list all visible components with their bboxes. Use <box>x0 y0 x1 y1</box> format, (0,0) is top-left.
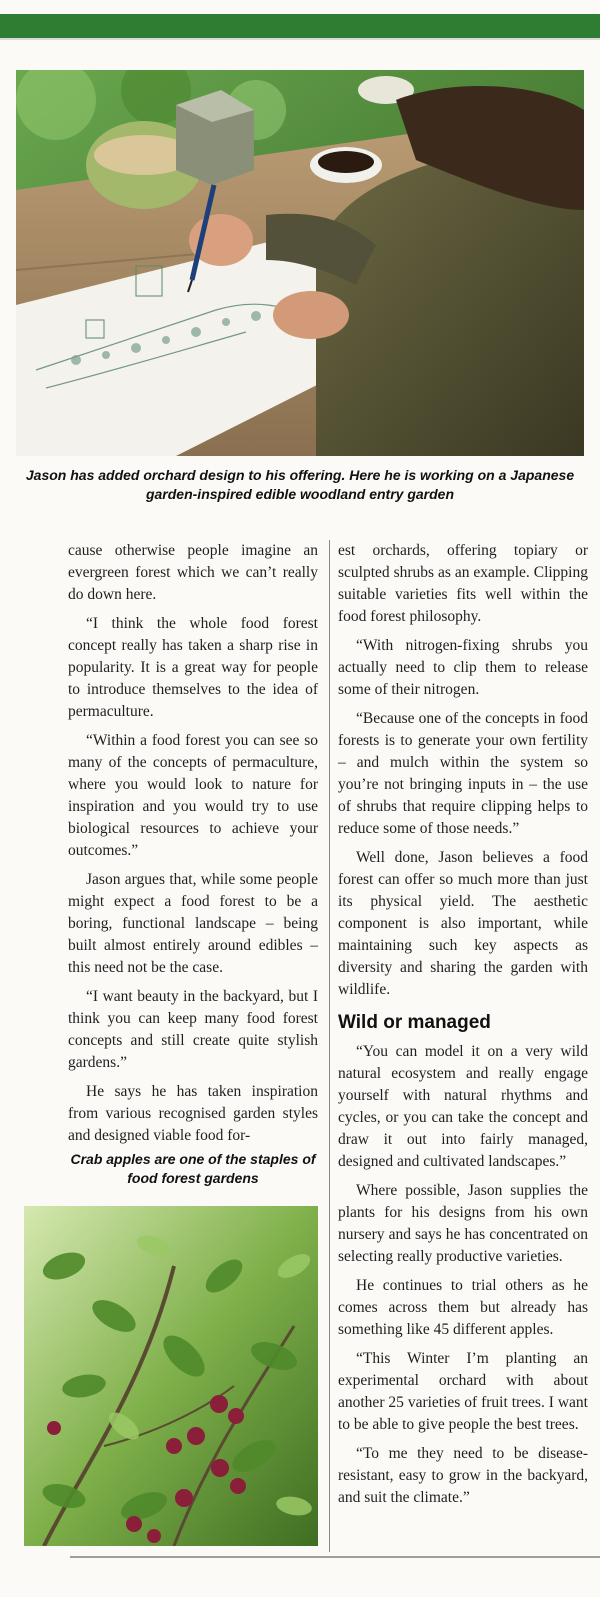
section-heading: Wild or managed <box>338 1012 491 1033</box>
paragraph: He says he has taken inspiration from various recognised garden styles and designed viable food for- <box>68 1083 318 1144</box>
crab-apple-illustration <box>24 1206 318 1546</box>
side-photo-caption: Crab apples are one of the staples of food forest gardens <box>70 1151 316 1186</box>
column-divider <box>329 540 330 1552</box>
bottom-rule <box>70 1556 600 1558</box>
paragraph: est orchards, offering topiary or sculpted shrubs as an example. Clipping suitable varieties fits well within the food forest philosophy. <box>338 542 588 625</box>
right-column <box>338 540 588 1516</box>
paragraph: “With nitrogen-fixing shrubs you actually need to clip them to release some of their nitrogen. <box>338 637 588 698</box>
left-column <box>68 540 318 1154</box>
paragraph: “This Winter I’m planting an experimental orchard with about another 25 varieties of fruit trees. I want to be able to give people the best trees. <box>338 1350 588 1433</box>
paragraph: He continues to trial others as he comes across them but already has something like 45 different apples. <box>338 1277 588 1338</box>
top-rule <box>0 38 600 40</box>
hero-photo <box>16 70 584 456</box>
side-photo <box>24 1206 318 1546</box>
paragraph: “To me they need to be disease-resistant, easy to grow in the backyard, and suit the climate.” <box>338 1445 588 1506</box>
hero-photo-illustration <box>16 70 584 456</box>
paragraph: “You can model it on a very wild natural ecosystem and really engage yourself with natural rhythms and cycles, or you can take the concept and draw it out into fairly managed, designed and cultivated landscapes.” <box>338 1043 588 1170</box>
paragraph: cause otherwise people imagine an evergreen forest which we can’t really do down here. <box>68 542 318 603</box>
paragraph: “I think the whole food forest concept really has taken a sharp rise in popularity. It is a great way for people to introduce themselves to the idea of permaculture. <box>68 615 318 720</box>
paragraph: Well done, Jason believes a food forest can offer so much more than just its physical yield. The aesthetic component is also important, while maintaining such key aspects as diversity and sharing the garden with wildlife. <box>338 849 588 998</box>
paragraph: “Because one of the concepts in food forests is to generate your own fertility – and mulch within the system so you’re not bringing inputs in – the use of shrubs that require clipping helps to reduce some of those needs.” <box>338 710 588 837</box>
paragraph: “I want beauty in the backyard, but I think you can keep many food forest concepts and still create quite stylish gardens.” <box>68 988 318 1071</box>
paragraph: Jason argues that, while some people might expect a food forest to be a boring, functional landscape – being built almost entirely around edibles – this need not be the case. <box>68 871 318 976</box>
hero-caption: Jason has added orchard design to his offering. Here he is working on a Japanese garden-inspired edible woodland entry garden <box>25 467 575 502</box>
top-green-bar <box>0 14 600 38</box>
paragraph: “Within a food forest you can see so many of the concepts of permaculture, where you would look to nature for inspiration and you would try to use biological resources to achieve your outcomes.” <box>68 732 318 859</box>
paragraph: Where possible, Jason supplies the plants for his designs from his own nursery and says he has concentrated on selecting really productive varieties. <box>338 1182 588 1265</box>
